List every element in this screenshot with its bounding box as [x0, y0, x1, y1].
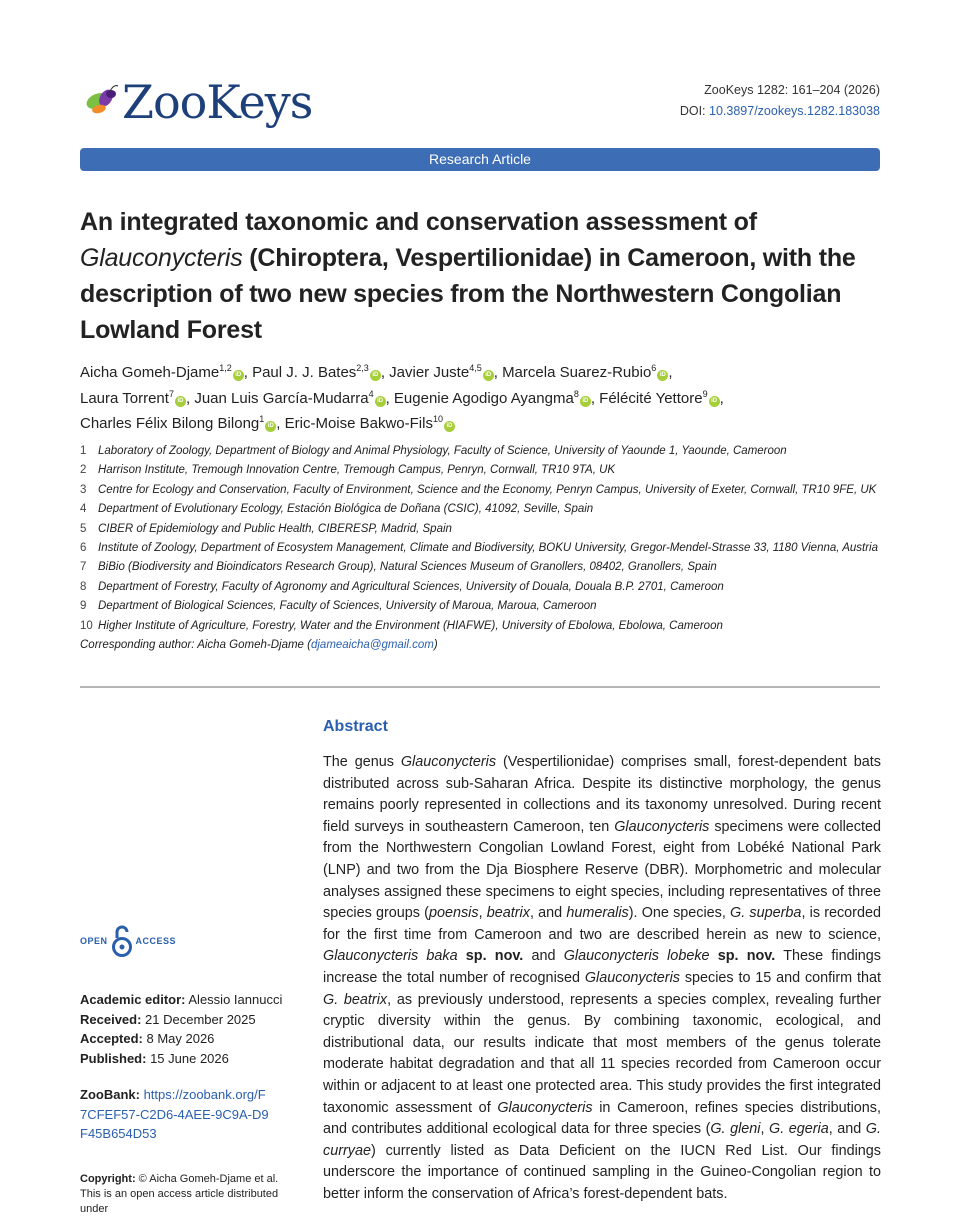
affiliation-text: Department of Evolutionary Ecology, Estación Biológica de Doñana (CSIC), 41092, Seville, Spain	[98, 503, 594, 516]
author-affiliation-sup: 4	[368, 388, 374, 399]
affiliation-number: 5	[80, 522, 87, 535]
affiliation-number: 6	[80, 541, 87, 554]
abstract-italic-term: Glauconycteris	[400, 754, 497, 770]
author-name: Félécité Yettore	[599, 389, 703, 407]
author-affiliation-sup: 9	[702, 388, 708, 399]
affiliation-number: 9	[80, 600, 87, 613]
orcid-icon[interactable]: iD	[580, 396, 591, 407]
affiliation-text: Institute of Zoology, Department of Ecosystem Management, Climate and Biodiversity, BOKU University, Gregor-Mendel-Strasse 33, 1180 Vienna, Austria	[98, 541, 879, 554]
author-name: Marcela Suarez-Rubio	[502, 364, 652, 381]
journal-reference	[680, 80, 880, 122]
article-type-banner: Research Article	[80, 148, 880, 171]
affiliation-item	[80, 500, 880, 519]
abstract-bold-term: sp. nov.	[465, 948, 524, 965]
title-genus: Glauconycteris	[80, 244, 243, 272]
affiliation-text: Department of Biological Sciences, Faculty of Sciences, University of Maroua, Maroua, Cameroon	[98, 600, 597, 613]
author-name: Laura Torrent	[80, 389, 169, 407]
affiliation-item	[80, 481, 880, 500]
author-affiliation-sup: 8	[573, 388, 579, 399]
abstract-text-segment	[458, 948, 466, 964]
affiliation-number: 10	[80, 619, 93, 632]
orcid-icon[interactable]: iD	[709, 396, 720, 407]
affiliation-number: 3	[80, 483, 87, 496]
accepted-label: Accepted:	[80, 1031, 143, 1046]
abstract-text-segment: ). One species,	[628, 905, 731, 922]
abstract-bold-term: sp. nov.	[717, 948, 776, 965]
abstract-text-segment: The genus	[323, 754, 401, 770]
author-name: Aicha Gomeh-Djame	[80, 364, 220, 381]
abstract-text-segment: , and	[828, 1121, 866, 1138]
abstract-text-segment: in Cameroon, refines species distributions, and contributes additional ecological data for three species (	[323, 1099, 881, 1138]
orcid-icon[interactable]: iD	[444, 421, 455, 432]
section-divider	[80, 686, 880, 688]
affiliation-number: 8	[80, 580, 87, 593]
affiliation-text: Harrison Institute, Tremough Innovation Centre, Tremough Campus, Penryn, Cornwall, TR10 9TA, UK	[98, 464, 616, 477]
author-affiliation-sup: 1	[259, 414, 265, 424]
corresponding-author	[80, 636, 880, 655]
affiliation-number: 7	[80, 561, 87, 574]
author-affiliation-sup: 10	[432, 414, 443, 424]
open-access-label-right: ACCESS	[135, 936, 177, 946]
author-name: Eugenie Agodigo Ayangma	[393, 389, 574, 407]
doi-label: DOI:	[679, 104, 706, 118]
published-label: Published:	[80, 1050, 147, 1066]
abstract-italic-term: Glauconycteris baka	[323, 948, 458, 965]
author-name: Eric-Moise Bakwo-Fils	[284, 415, 433, 432]
author-affiliation-sup: 7	[168, 388, 174, 399]
author[interactable]	[252, 364, 381, 381]
affiliation-item	[80, 442, 880, 461]
affiliation-number: 4	[80, 503, 87, 516]
received-value: 21 December 2025	[145, 1011, 256, 1027]
title-part-1: An integrated taxonomic and conservation assessment of	[80, 208, 757, 236]
author-name: Javier Juste	[389, 364, 470, 381]
author[interactable]	[80, 415, 276, 432]
received-label: Received:	[80, 1011, 142, 1027]
abstract-text-segment: , is recorded for the first time from Cameroon and two are described herein as new to science,	[323, 905, 881, 943]
zoobank-label: ZooBank:	[80, 1087, 140, 1102]
author[interactable]	[502, 364, 668, 381]
affiliation-item	[80, 539, 880, 558]
abstract-text-segment: and	[523, 948, 564, 965]
affiliation-number: 2	[80, 464, 87, 477]
abstract-italic-term: poensis	[428, 905, 479, 922]
affiliation-item	[80, 558, 880, 577]
author[interactable]	[285, 415, 455, 432]
abstract-italic-term: humeralis	[566, 905, 629, 922]
open-access-lock-icon	[111, 924, 133, 958]
affiliation-number: 1	[80, 445, 87, 457]
academic-editor-label: Academic editor:	[80, 992, 186, 1007]
received-line	[80, 1010, 282, 1030]
doi-line	[680, 101, 880, 122]
accepted-value: 8 May 2026	[146, 1031, 215, 1046]
affiliation-item	[80, 461, 880, 480]
orcid-icon[interactable]: iD	[375, 396, 386, 407]
orcid-icon[interactable]: iD	[370, 370, 381, 381]
orcid-icon[interactable]: iD	[483, 370, 494, 381]
orcid-icon[interactable]: iD	[657, 370, 668, 381]
zookeys-logo[interactable]	[80, 75, 313, 129]
open-access-badge[interactable]	[80, 924, 176, 958]
abstract-text	[323, 752, 881, 1205]
orcid-icon[interactable]: iD	[265, 421, 276, 432]
published-line	[80, 1049, 282, 1069]
abstract-text-segment: ,	[478, 905, 487, 922]
academic-editor-value: Alessio Iannucci	[188, 992, 283, 1007]
author-affiliation-sup: 4,5	[469, 363, 482, 373]
abstract-italic-term: G. beatrix	[323, 991, 388, 1008]
abstract-text-segment: ,	[760, 1121, 770, 1138]
affiliation-list	[80, 442, 880, 636]
abstract-italic-term: G. egeria	[769, 1121, 829, 1138]
author[interactable]	[194, 390, 385, 407]
affiliation-item	[80, 617, 880, 636]
copyright-block	[80, 1172, 300, 1217]
abstract-text-segment: ) currently listed as Data Deficient on the IUCN Red List. Our findings underscore the importance of continued sampling in the Guineo-Congolian region to better inform the conservation of Africa’s forest-dependent bats.	[323, 1142, 881, 1202]
abstract-italic-term: beatrix	[486, 905, 530, 922]
copyright-label: Copyright:	[80, 1173, 136, 1185]
author[interactable]	[394, 390, 591, 407]
author-name: Juan Luis García-Mudarra	[194, 389, 369, 407]
author-affiliation-sup: 2,3	[356, 363, 369, 373]
affiliation-text: Centre for Ecology and Conservation, Faculty of Environment, Science and the Economy, Penryn Campus, University of Exeter, Cornwall, TR10 9FE, UK	[98, 483, 877, 496]
orcid-icon[interactable]: iD	[175, 396, 186, 407]
affiliation-item	[80, 578, 880, 597]
journal-citation: ZooKeys 1282: 161–204 (2026)	[704, 83, 880, 97]
abstract-text-segment: species to 15 and confirm that	[680, 969, 881, 986]
affiliations	[80, 442, 880, 655]
abstract-italic-term: G. superba	[730, 905, 802, 922]
abstract-text-segment	[710, 948, 718, 964]
author[interactable]	[389, 364, 494, 381]
academic-editor-line	[80, 990, 282, 1010]
affiliation-item	[80, 597, 880, 616]
article-title	[80, 204, 880, 348]
author-name: Paul J. J. Bates	[252, 364, 357, 381]
author[interactable]	[599, 390, 719, 407]
abstract-italic-term: Glauconycteris	[497, 1099, 593, 1116]
copyright-holder: © Aicha Gomeh-Djame et al.	[138, 1173, 279, 1185]
accepted-line	[80, 1029, 282, 1049]
abstract-italic-term: Glauconycteris	[614, 818, 710, 835]
affiliation-item	[80, 520, 880, 539]
abstract-italic-term: Glauconycteris	[584, 969, 680, 986]
author[interactable]	[80, 390, 186, 407]
abstract-italic-term: Glauconycteris lobeke	[563, 948, 710, 965]
affiliation-text: Higher Institute of Agriculture, Forestry, Water and the Environment (HIAFWE), University of Ebolowa, Ebolowa, Cameroon	[98, 619, 723, 632]
abstract-text-segment: , and	[529, 905, 567, 922]
affiliation-text: Laboratory of Zoology, Department of Biology and Animal Physiology, Faculty of Science, University of Yaounde 1, Yaounde, Cameroon	[98, 445, 787, 457]
zoobank-link[interactable]: https://zoobank.org/F7CFEF57-C2D6-4AEE-9C9A-D9F45B654D53	[80, 1087, 269, 1141]
affiliation-text: CIBER of Epidemiology and Public Health, CIBERESP, Madrid, Spain	[98, 522, 452, 535]
author[interactable]	[80, 364, 244, 381]
abstract-italic-term: G. curryae	[323, 1121, 881, 1159]
author-affiliation-sup: 6	[651, 363, 657, 373]
abstract-text-segment: These findings increase the total number of recognised	[323, 948, 881, 986]
author-list: Aicha Gomeh-Djame$^{1,2}$iD , Paul J. J. Bates$^{2,3}$iD , Javier Juste$^{4,5}$iD , Marcela Suarez-Rubio$^6$iD , Laura Torrent$^7$iD , Juan Luis García-Mudarra$^4$iD , Eugenie Agodigo Ayangma$^8$iD , Félécité Yettore$^9$iD , Charles Félix Bilong Bilong$^1$iD , Eric-Moise Bakwo-Fils$^{10}$iD	[80, 363, 724, 432]
corresponding-prefix: Corresponding author: Aicha Gomeh-Djame (	[80, 638, 311, 651]
affiliation-text: Department of Forestry, Faculty of Agronomy and Agricultural Sciences, University of Douala, Douala B.P. 2701, Cameroon	[98, 580, 724, 593]
title-part-2: (Chiroptera, Vespertilionidae) in Cameroon, with the description of two new species from the Northwestern Congolian Lowland Forest	[80, 244, 856, 344]
abstract-text-segment: specimens were collected from the Northwestern Congolian Lowland Forest, eight from Lobéké National Park (LNP) and two from the Dja Biosphere Reserve (DBR). Morphometric and molecular analyses assigned these specimens to eight species, including representatives of three species groups (	[323, 818, 881, 922]
abstract-text-segment: (Vespertilionidae) comprises small, forest-dependent bats distributed across sub-Saharan Africa. Despite its distinctive morphology, the genus remains poorly represented in collections and its taxonomy unresolved. During recent field surveys in southeastern Cameroon, ten	[323, 754, 881, 835]
copyright-line	[80, 1172, 300, 1187]
license-line: This is an open access article distributed under	[80, 1188, 279, 1215]
corresponding-email-link[interactable]: djameaicha@gmail.com	[310, 638, 434, 651]
article-dates	[80, 990, 282, 1068]
corresponding-suffix: )	[433, 638, 438, 651]
abstract-heading: Abstract	[323, 718, 388, 735]
logo-wordmark: ZooKeys	[122, 75, 313, 129]
published-value: 15 June 2026	[150, 1050, 229, 1066]
zoobank-block	[80, 1085, 270, 1144]
butterfly-logo-icon	[80, 78, 128, 126]
abstract-text-segment: , as previously understood, represents a species complex, revealing further cryptic diversity within the genus. By combining taxonomic, ecological, and distributional data, our results indicate that most members of the genus tolerate moderate habitat degradation and that all 11 species recorded from Cameroon occur within or adjacent to at least one protected area. This study provides the first integrated taxonomic assessment of	[323, 991, 881, 1116]
affiliation-text: BiBio (Biodiversity and Bioindicators Research Group), Natural Sciences Museum of Granollers, 08402, Granollers, Spain	[98, 561, 717, 574]
open-access-label-left: OPEN	[80, 936, 108, 946]
doi-link[interactable]: 10.3897/zookeys.1282.183038	[709, 104, 880, 118]
abstract-italic-term: G. gleni	[710, 1121, 761, 1138]
orcid-icon[interactable]: iD	[233, 370, 244, 381]
author-name: Charles Félix Bilong Bilong	[80, 415, 260, 432]
author-affiliation-sup: 1,2	[219, 363, 232, 373]
